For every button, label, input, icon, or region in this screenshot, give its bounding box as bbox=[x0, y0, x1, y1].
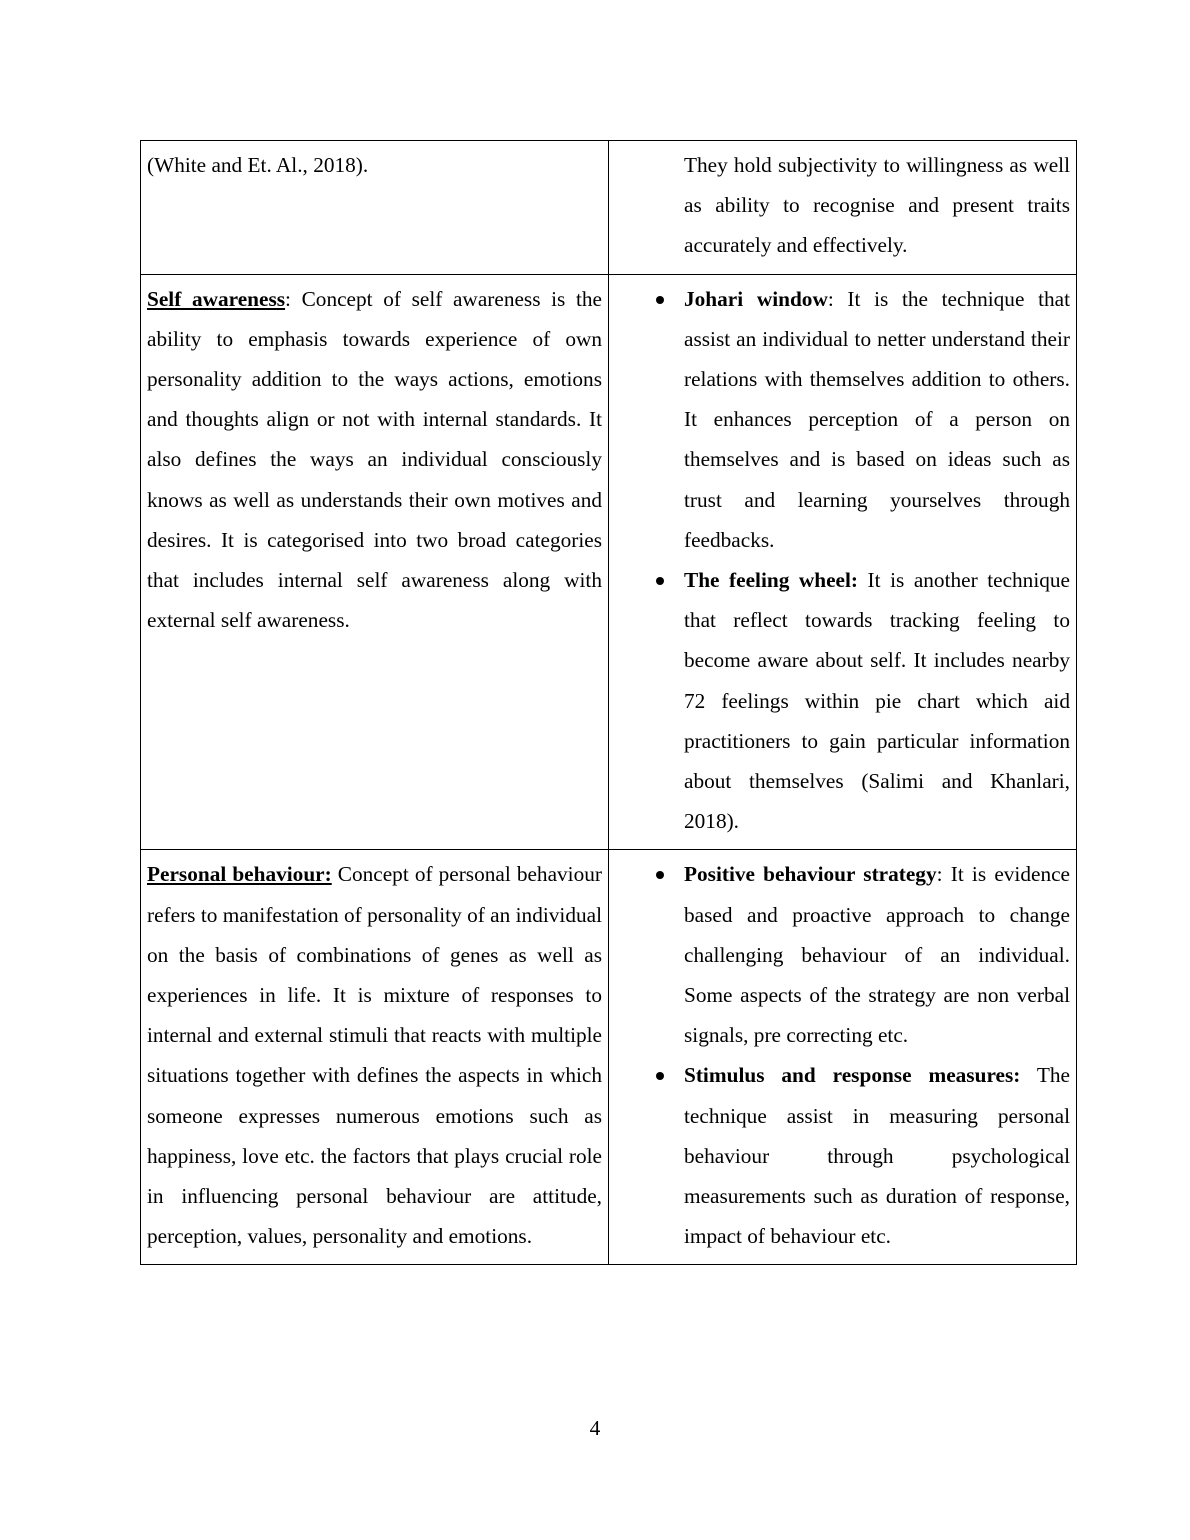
self-awareness-text: : Concept of self awareness is the ability to emphasis towards experience of own personality addition to the ways actions, emotions and thoughts align or not with internal standards. It also defines the ways an individual consciously knows as well as understands their own motives and desires. It is categorised into two broad categories that includes internal self awareness along with external self awareness. bbox=[147, 286, 603, 633]
bullet-list bbox=[615, 279, 1070, 842]
bullet-text: It is another technique that reflect towards tracking feeling to become aware about self. It includes nearby 72 feelings within pie chart which aid practitioners to gain particular information about themselves (Salimi and Khanlari, 2018). bbox=[684, 568, 1070, 834]
row3-left-cell bbox=[141, 850, 609, 1265]
continued-text: They hold subjectivity to willingness as well as ability to recognise and present traits accurately and effectively. bbox=[684, 153, 1070, 258]
content-table bbox=[140, 140, 1077, 1265]
bullet-text: : It is the technique that assist an individual to netter understand their relations with themselves addition to others. It enhances perception of a person on themselves and is based on ideas such as trust and learning yourselves through feedbacks. bbox=[684, 286, 1071, 552]
bullet-text: The technique assist in measuring personal behaviour through psychological measurements such as duration of response, impact of behaviour etc. bbox=[684, 1063, 1070, 1249]
bullet-icon bbox=[656, 296, 664, 304]
bullet-icon bbox=[656, 577, 664, 585]
row3-right-cell bbox=[609, 850, 1077, 1265]
table-row bbox=[141, 274, 1077, 850]
personal-behaviour-text: Concept of personal behaviour refers to manifestation of personality of an individual on the basis of combinations of genes as well as experiences in life. It is mixture of responses to internal and external stimuli that reacts with multiple situations together with defines the aspects in which someone expresses numerous emotions such as happiness, love etc. the factors that plays crucial role in influencing personal behaviour are attitude, perception, values, personality and emotions. bbox=[147, 862, 602, 1249]
bullet-title: Stimulus and response measures: bbox=[684, 1063, 1021, 1088]
page-number: 4 bbox=[589, 1416, 601, 1440]
list-item bbox=[615, 279, 1070, 560]
list-item bbox=[615, 1055, 1070, 1256]
bullet-title: Johari window bbox=[684, 286, 828, 311]
list-item bbox=[615, 854, 1070, 1055]
bullet-icon bbox=[656, 1072, 664, 1080]
citation-text: (White and Et. Al., 2018). bbox=[147, 153, 369, 177]
table-row bbox=[141, 141, 1077, 275]
bullet-text: : It is evidence based and proactive approach to change challenging behaviour of an individual. Some aspects of the strategy are non verbal signals, pre correcting etc. bbox=[684, 862, 1071, 1048]
bullet-title: The feeling wheel: bbox=[684, 568, 859, 593]
self-awareness-heading: Self awareness bbox=[147, 286, 286, 311]
row1-left-cell bbox=[141, 141, 609, 275]
list-item bbox=[615, 560, 1070, 841]
row2-right-cell bbox=[609, 274, 1077, 850]
bullet-title: Positive behaviour strategy bbox=[684, 862, 937, 887]
row1-right-cell bbox=[609, 141, 1077, 275]
table-row bbox=[141, 850, 1077, 1265]
bullet-list bbox=[615, 854, 1070, 1256]
row2-left-cell bbox=[141, 274, 609, 850]
personal-behaviour-heading: Personal behaviour: bbox=[147, 862, 332, 887]
bullet-icon bbox=[656, 871, 664, 879]
